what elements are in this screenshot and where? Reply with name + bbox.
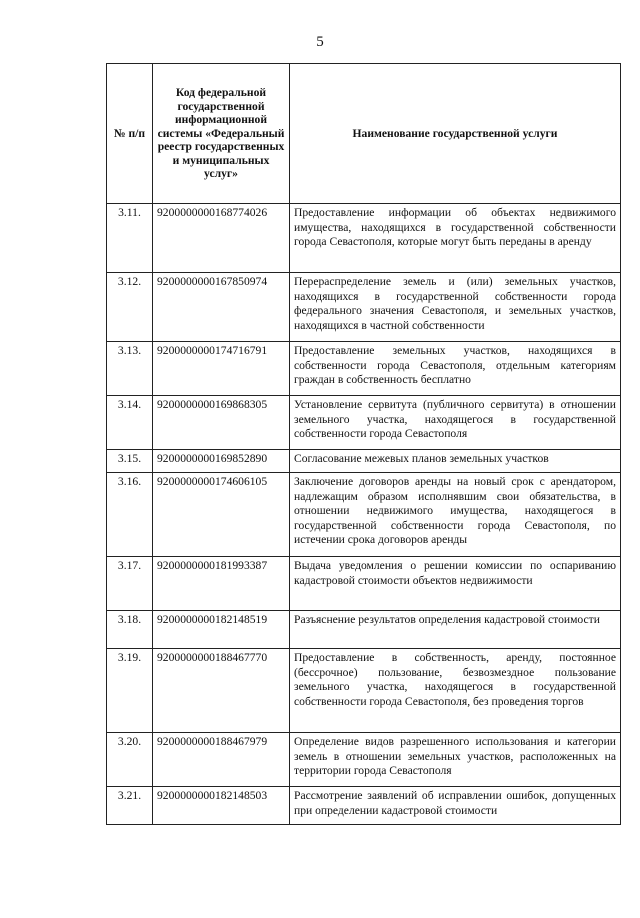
row-code: 9200000000169868305 (153, 396, 290, 450)
row-num: 3.18. (107, 611, 153, 649)
row-num: 3.21. (107, 787, 153, 825)
services-table (106, 63, 621, 825)
row-name: Выдача уведомления о решении комиссии по оспариванию кадастровой стоимости объектов недвижимости (290, 557, 621, 611)
row-name: Заключение договоров аренды на новый срок с арендатором, надлежащим образом исполнявшим свои обязательства, в отношении недвижимого имущества, находящегося в государственной собственности города Севастополя, по истечении срока договоров аренды (290, 473, 621, 557)
header-code: Код федеральной государственной информационной системы «Федеральный реестр государственных и муниципальных услуг» (153, 64, 290, 204)
row-num: 3.16. (107, 473, 153, 557)
table-row (107, 450, 621, 473)
table-row (107, 342, 621, 396)
row-name: Предоставление земельных участков, находящихся в собственности города Севастополя, отдельным категориям граждан в собственность бесплатно (290, 342, 621, 396)
row-code: 9200000000182148503 (153, 787, 290, 825)
page-number: 5 (316, 34, 324, 50)
row-code: 9200000000188467979 (153, 733, 290, 787)
table-row (107, 787, 621, 825)
row-code: 9200000000188467770 (153, 649, 290, 733)
table-row (107, 611, 621, 649)
row-code: 9200000000181993387 (153, 557, 290, 611)
row-num: 3.12. (107, 273, 153, 342)
row-num: 3.11. (107, 204, 153, 273)
row-num: 3.13. (107, 342, 153, 396)
row-num: 3.20. (107, 733, 153, 787)
row-num: 3.17. (107, 557, 153, 611)
table-row (107, 557, 621, 611)
row-name: Разъяснение результатов определения кадастровой стоимости (290, 611, 621, 649)
table-row (107, 204, 621, 273)
table-row (107, 396, 621, 450)
row-code: 9200000000174606105 (153, 473, 290, 557)
row-name: Согласование межевых планов земельных участков (290, 450, 621, 473)
row-num: 3.19. (107, 649, 153, 733)
row-name: Предоставление информации об объектах недвижимого имущества, находящихся в государственной собственности города Севастополя, которые могут быть переданы в аренду (290, 204, 621, 273)
row-num: 3.15. (107, 450, 153, 473)
row-num: 3.14. (107, 396, 153, 450)
row-code: 9200000000182148519 (153, 611, 290, 649)
header-name: Наименование государственной услуги (290, 64, 621, 204)
table-header-row (107, 64, 621, 204)
table-row (107, 649, 621, 733)
row-name: Перераспределение земель и (или) земельных участков, находящихся в государственной собственности города федерального значения Севастополя, и земельных участков, находящихся в частной собственности (290, 273, 621, 342)
row-code: 9200000000168774026 (153, 204, 290, 273)
row-name: Предоставление в собственность, аренду, постоянное (бессрочное) пользование, безвозмездное пользование земельного участка, находящегося в государственной собственности города Севастополя, без проведения торгов (290, 649, 621, 733)
table-row (107, 473, 621, 557)
row-name: Установление сервитута (публичного сервитута) в отношении земельного участка, находящегося в государственной собственности города Севастополя (290, 396, 621, 450)
row-code: 9200000000174716791 (153, 342, 290, 396)
header-num: № п/п (107, 64, 153, 204)
row-code: 9200000000169852890 (153, 450, 290, 473)
row-name: Рассмотрение заявлений об исправлении ошибок, допущенных при определении кадастровой стоимости (290, 787, 621, 825)
row-name: Определение видов разрешенного использования и категории земель в отношении земельных участков, расположенных на территории города Севастополя (290, 733, 621, 787)
table-row (107, 733, 621, 787)
row-code: 9200000000167850974 (153, 273, 290, 342)
table-row (107, 273, 621, 342)
